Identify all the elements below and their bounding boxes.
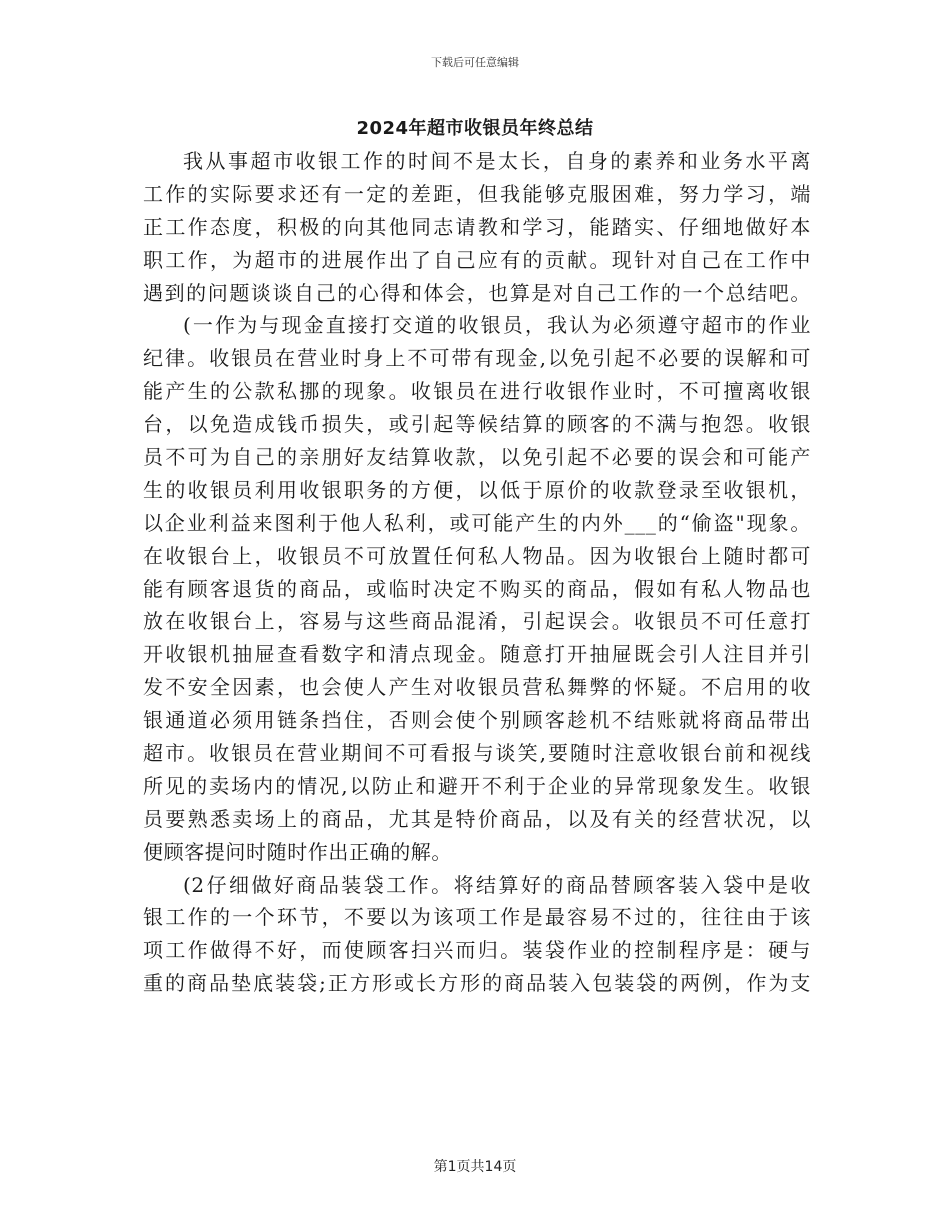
- text-line: 员不可为自己的亲朋好友结算收款，以免引起不必要的误会和可能产: [143, 445, 811, 470]
- text-line: 纪律。收银员在营业时身上不可带有现金,以免引起不必要的误解和可: [143, 346, 811, 371]
- text-line: 所见的卖场内的情况,以防止和避开不利于企业的异常现象发生。收银: [143, 773, 811, 798]
- text-line: 银工作的一个环节，不要以为该项工作是最容易不过的，往往由于该: [143, 905, 811, 930]
- text-line: 超市。收银员在营业期间不可看报与谈笑,要随时注意收银台前和视线: [143, 741, 811, 766]
- text-line: 遇到的问题谈谈自己的心得和体会，也算是对自己工作的一个总结吧。: [143, 280, 811, 305]
- text-line: 员要熟悉卖场上的商品，尤其是特价商品，以及有关的经营状况，以: [143, 806, 811, 831]
- text-line: 发不安全因素，也会使人产生对收银员营私舞弊的怀疑。不启用的收: [143, 675, 811, 700]
- text-line: 便顾客提问时随时作出正确的解。: [143, 839, 452, 864]
- page-number: 第1页共14页: [433, 1159, 517, 1175]
- text-line: 开收银机抽屉查看数字和清点现金。随意打开抽屉既会引人注目并引: [143, 642, 811, 667]
- document-title: 2024年超市收银员年终总结: [356, 118, 594, 139]
- text-line: 工作的实际要求还有一定的差距，但我能够克服困难，努力学习，端: [143, 181, 811, 206]
- text-line: 银通道必须用链条挡住，否则会使个别顾客趁机不结账就将商品带出: [143, 708, 811, 733]
- text-line: 台，以免造成钱币损失，或引起等候结算的顾客的不满与抱怨。收银: [143, 412, 811, 437]
- text-line: 项工作做得不好，而使顾客扫兴而归。装袋作业的控制程序是：硬与: [143, 938, 811, 963]
- text-line: 生的收银员利用收银职务的方便，以低于原价的收款登录至收银机，: [143, 477, 811, 502]
- text-line: 职工作，为超市的进展作出了自己应有的贡献。现针对自己在工作中: [143, 247, 811, 272]
- text-line: 放在收银台上，容易与这些商品混淆，引起误会。收银员不可任意打: [143, 609, 811, 634]
- text-line: 能有顾客退货的商品，或临时决定不购买的商品，假如有私人物品也: [143, 576, 811, 601]
- text-line: 在收银台上，收银员不可放置任何私人物品。因为收银台上随时都可: [143, 543, 811, 568]
- document-body: [143, 145, 811, 1000]
- text-line: 正工作态度，积极的向其他同志请教和学习，能踏实、仔细地做好本: [143, 214, 811, 239]
- text-line: (2仔细做好商品装袋工作。将结算好的商品替顾客装入袋中是收: [183, 872, 811, 897]
- text-line: (一作为与现金直接打交道的收银员，我认为必须遵守超市的作业: [183, 313, 811, 338]
- page-header-note: 下载后可任意编辑: [431, 56, 519, 69]
- text-line: 我从事超市收银工作的时间不是太长，自身的素养和业务水平离: [183, 149, 811, 173]
- text-line: 重的商品垫底装袋;正方形或长方形的商品装入包装袋的两例，作为支: [143, 971, 811, 996]
- text-line: 以企业利益来图利于他人私利，或可能产生的内外___的“偷盗"现象。: [143, 510, 811, 535]
- text-line: 能产生的公款私挪的现象。收银员在进行收银作业时，不可擅离收银: [143, 379, 811, 404]
